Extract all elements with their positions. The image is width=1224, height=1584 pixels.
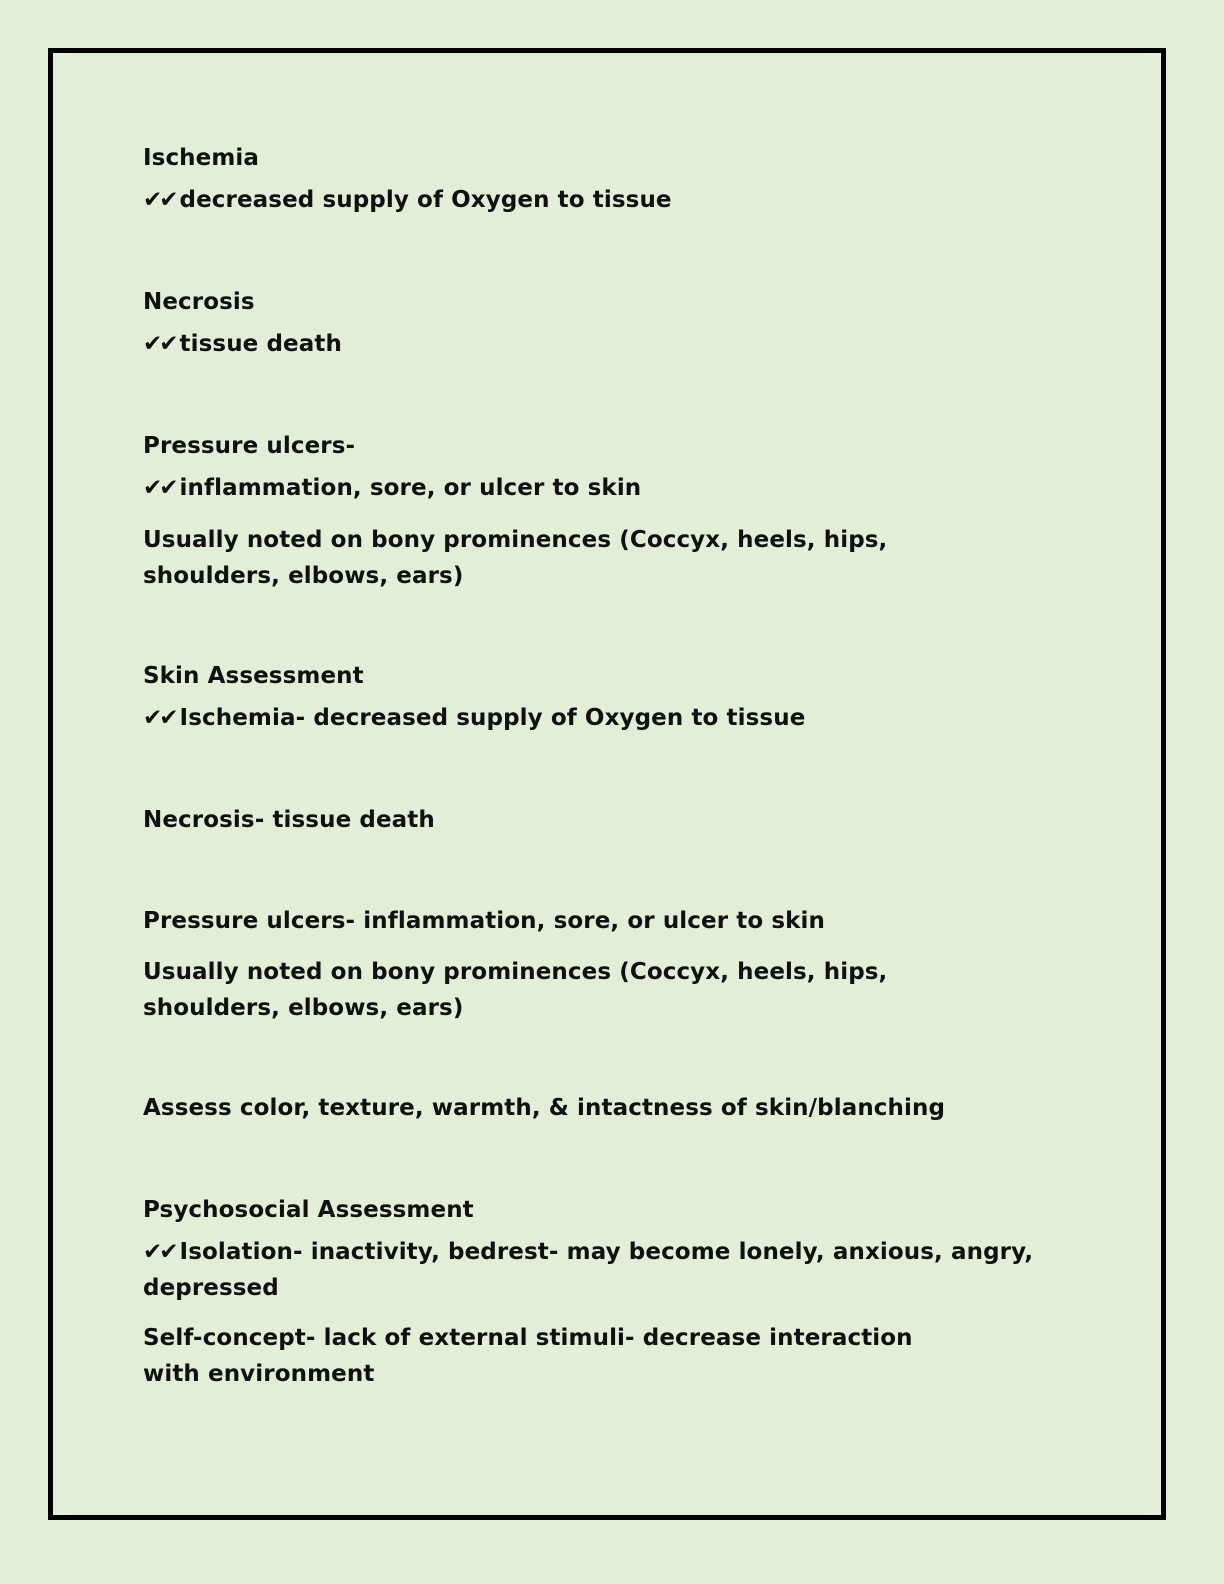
double-check-icon: ✔✔ — [143, 475, 176, 501]
answer-text: inflammation, sore, or ulcer to skin — [179, 475, 642, 501]
term-necrosis: Necrosis — [143, 289, 255, 315]
answer-text: decreased supply of Oxygen to tissue — [179, 187, 672, 213]
answer-pressure-ulcers — [143, 470, 641, 506]
note-pressure-ulcers: Pressure ulcers- inflammation, sore, or ulcer to skin — [143, 908, 826, 934]
note-necrosis: Necrosis- tissue death — [143, 807, 435, 833]
note-bony-prominences: Usually noted on bony prominences (Coccyx, heels, hips, shoulders, elbows, ears) — [143, 959, 888, 1021]
double-check-icon: ✔✔ — [143, 187, 176, 213]
answer-necrosis — [143, 326, 342, 362]
note-self-concept: Self-concept- lack of external stimuli- decrease interaction with environment — [143, 1325, 913, 1387]
answer-skin-assessment — [143, 700, 805, 736]
answer-psychosocial-assessment — [143, 1234, 1043, 1306]
double-check-icon: ✔✔ — [143, 705, 176, 731]
answer-text: Isolation- inactivity, bedrest- may become lonely, anxious, angry, depressed — [143, 1239, 1034, 1301]
note-bony-prominences: Usually noted on bony prominences (Coccyx, heels, hips, shoulders, elbows, ears) — [143, 527, 888, 589]
double-check-icon: ✔✔ — [143, 1239, 176, 1265]
term-ischemia: Ischemia — [143, 145, 260, 171]
double-check-icon: ✔✔ — [143, 331, 176, 357]
term-skin-assessment: Skin Assessment — [143, 663, 364, 689]
term-pressure-ulcers: Pressure ulcers- — [143, 433, 356, 459]
note-assess-skin: Assess color, texture, warmth, & intactness of skin/blanching — [143, 1095, 946, 1121]
answer-text: Ischemia- decreased supply of Oxygen to tissue — [179, 705, 806, 731]
answer-ischemia — [143, 182, 672, 218]
answer-text: tissue death — [179, 331, 342, 357]
term-psychosocial-assessment: Psychosocial Assessment — [143, 1197, 474, 1223]
